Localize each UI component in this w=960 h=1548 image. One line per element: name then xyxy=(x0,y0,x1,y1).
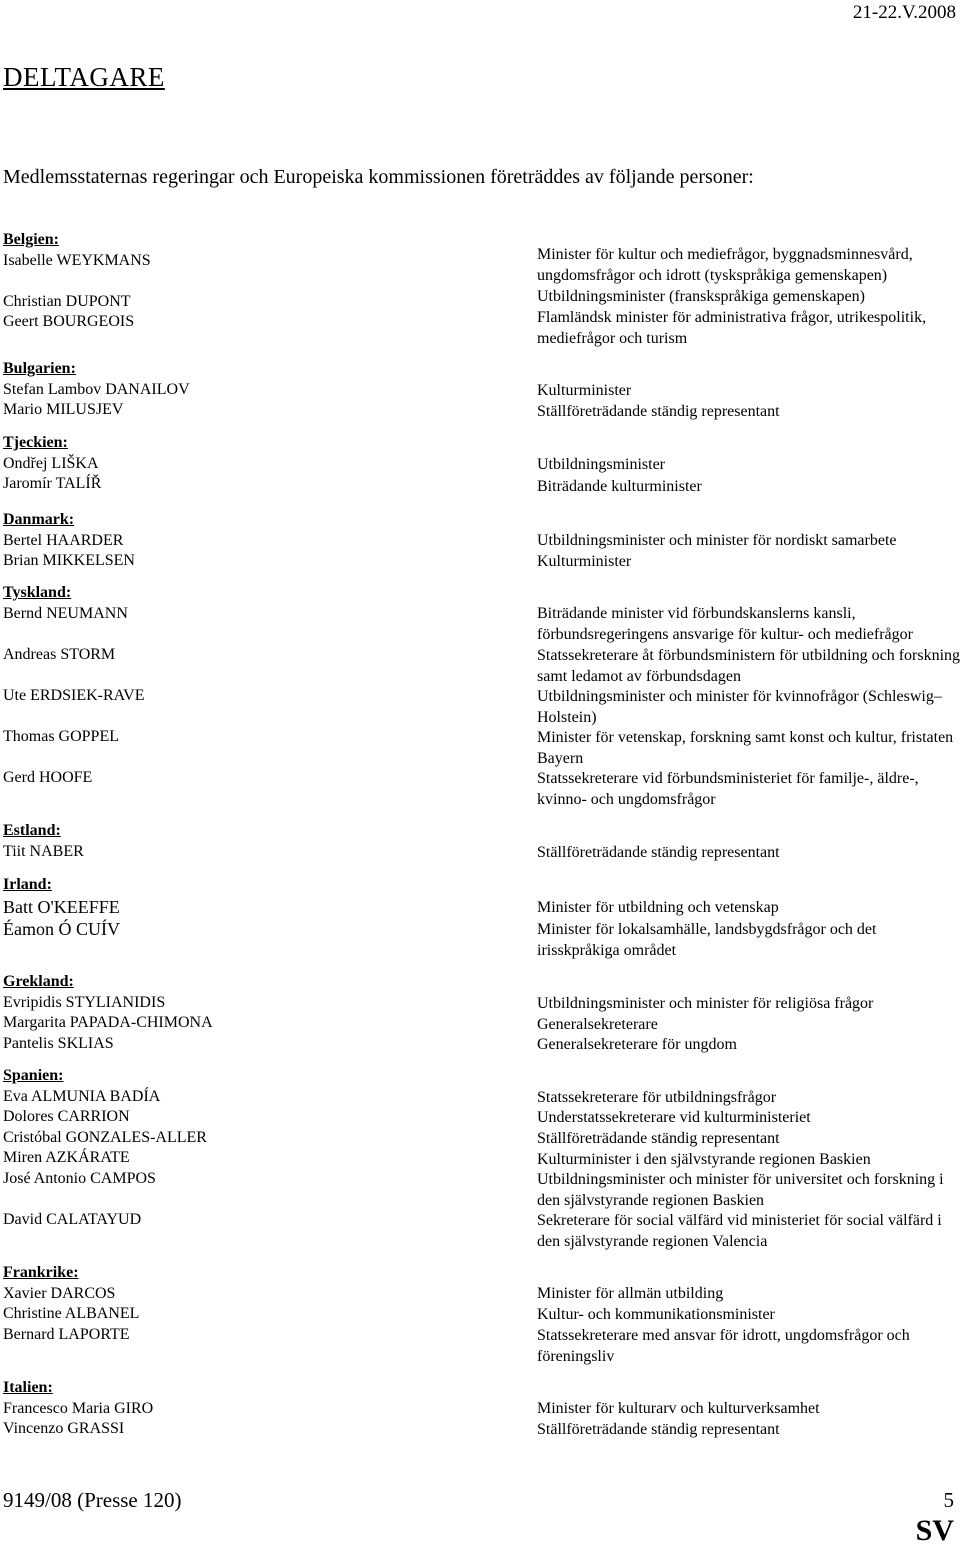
role-text: Statssekreterare vid förbundsministeriet för familje-, äldre-, kvinno- och ungdomsfrågor xyxy=(537,770,919,808)
delegate-name: Ondřej LIŠKA xyxy=(3,454,99,472)
role-text: Minister för vetenskap, forskning samt konst och kultur, fristaten Bayern xyxy=(537,729,954,767)
delegate-name: Christian DUPONT xyxy=(3,292,131,310)
role-text: Ställföreträdande ständig representant xyxy=(537,1421,780,1438)
role-text: Utbildningsminister och minister för kvinnofrågor (Schleswig–Holstein) xyxy=(537,688,942,726)
role-text: Kulturminister xyxy=(537,553,632,570)
delegate-name: Geert BOURGEOIS xyxy=(3,313,135,331)
delegate-name: Cristóbal GONZALES-ALLER xyxy=(3,1128,207,1146)
delegate-name: Andreas STORM xyxy=(3,645,116,663)
role-text: Biträdande minister vid förbundskanslerns kansli, förbundsregeringens ansvarige för kultur- och mediefrågor xyxy=(537,605,913,643)
delegation-spanien xyxy=(3,1066,207,1231)
role-text: Generalsekreterare för ungdom xyxy=(537,1036,737,1053)
page-title: DELTAGARE xyxy=(3,62,165,92)
role-text: Sekreterare för social välfärd vid ministeriet för social välfärd i den självstyrande regionen Valencia xyxy=(537,1212,942,1250)
delegate-name: Vincenzo GRASSI xyxy=(3,1420,125,1438)
delegate-name: Francesco Maria GIRO xyxy=(3,1399,154,1417)
delegate-name: Isabelle WEYKMANS xyxy=(3,251,151,269)
country-heading: Irland: xyxy=(3,876,52,893)
intro-text: Medlemsstaternas regeringar och Europeiska kommissionen företräddes av följande personer: xyxy=(3,166,754,188)
role-text: Utbildningsminister och minister för religiösa frågor xyxy=(537,995,874,1012)
role-text: Ställföreträdande ständig representant xyxy=(537,844,780,861)
delegation-estland xyxy=(3,821,84,862)
role-text: Statssekreterare åt förbundsministern för utbildning och forskning samt ledamot av förbundsdagen xyxy=(537,647,960,685)
delegate-name: Bernd NEUMANN xyxy=(3,604,128,622)
country-heading: Grekland: xyxy=(3,973,74,990)
role-text: Minister för lokalsamhälle, landsbygdsfrågor och det irisskpråkiga området xyxy=(537,921,877,959)
role-text: Understatssekreterare vid kulturministeriet xyxy=(537,1109,811,1126)
country-heading: Bulgarien: xyxy=(3,360,76,377)
country-heading: Danmark: xyxy=(3,511,75,528)
role-text: Kulturminister xyxy=(537,382,632,399)
delegation-frankrike xyxy=(3,1263,139,1345)
delegate-name: Stefan Lambov DANAILOV xyxy=(3,380,190,398)
country-heading: Tjeckien: xyxy=(3,434,68,451)
delegation-bulgarien xyxy=(3,359,190,421)
delegate-name: Bertel HAARDER xyxy=(3,531,124,549)
delegate-name: Ute ERDSIEK-RAVE xyxy=(3,686,145,704)
country-heading: Estland: xyxy=(3,822,61,839)
page-number: 5 xyxy=(943,1488,954,1512)
role-text: Statssekreterare för utbildningsfrågor xyxy=(537,1089,777,1106)
delegate-name: Tiit NABER xyxy=(3,842,84,860)
role-text: Kultur- och kommunikationsminister xyxy=(537,1306,775,1323)
delegate-name: Dolores CARRION xyxy=(3,1108,130,1126)
delegate-name: Batt O'KEEFFE xyxy=(3,896,120,917)
role-text: Minister för allmän utbilding xyxy=(537,1285,724,1302)
delegate-name: Éamon Ó CUÍV xyxy=(3,919,120,940)
delegate-name: Eva ALMUNIA BADÍA xyxy=(3,1087,161,1105)
role-text: Kulturminister i den självstyrande regionen Baskien xyxy=(537,1151,871,1168)
country-heading: Belgien: xyxy=(3,231,59,248)
role-text: Utbildningsminister och minister för nordiskt samarbete xyxy=(537,532,897,549)
role-text: Statssekreterare med ansvar för idrott, ungdomsfrågor och föreningsliv xyxy=(537,1327,910,1365)
role-text: Utbildningsminister xyxy=(537,456,665,473)
role-text: Biträdande kulturminister xyxy=(537,478,702,495)
delegate-name: David CALATAYUD xyxy=(3,1211,142,1229)
delegate-name: Bernard LAPORTE xyxy=(3,1325,130,1343)
role-text: Minister för kultur och mediefrågor, byggnadsminnesvård, ungdomsfrågor och idrott (tyskspråkiga gemenskapen) xyxy=(537,246,913,284)
country-heading: Italien: xyxy=(3,1379,53,1396)
delegate-name: Pantelis SKLIAS xyxy=(3,1034,114,1052)
role-text: Ställföreträdande ständig representant xyxy=(537,403,780,420)
delegate-name: Miren AZKÁRATE xyxy=(3,1149,130,1167)
delegation-grekland xyxy=(3,972,213,1054)
delegation-danmark xyxy=(3,510,135,572)
delegation-irland xyxy=(3,875,120,941)
country-heading: Frankrike: xyxy=(3,1264,79,1281)
delegate-name: Thomas GOPPEL xyxy=(3,728,119,746)
delegation-tyskland xyxy=(3,583,144,789)
delegate-name: Christine ALBANEL xyxy=(3,1305,140,1323)
delegate-name: Gerd HOOFE xyxy=(3,769,93,787)
language-code: SV xyxy=(915,1514,954,1547)
role-text: Generalsekreterare xyxy=(537,1016,658,1033)
document-reference: 9149/08 (Presse 120) xyxy=(3,1488,182,1512)
delegate-name: José Antonio CAMPOS xyxy=(3,1169,156,1187)
delegate-name: Xavier DARCOS xyxy=(3,1284,116,1302)
role-text: Utbildningsminister och minister för universitet och forskning i den självstyrande regionen Baskien xyxy=(537,1171,944,1209)
delegation-italien xyxy=(3,1378,153,1440)
country-heading: Tyskland: xyxy=(3,584,72,601)
delegate-name: Brian MIKKELSEN xyxy=(3,552,135,570)
role-text: Minister för kulturarv och kulturverksamhet xyxy=(537,1400,820,1417)
delegation-tjeckien xyxy=(3,433,101,495)
delegate-name: Mario MILUSJEV xyxy=(3,401,124,419)
delegation-belgien xyxy=(3,230,151,333)
role-text: Flamländsk minister för administrativa frågor, utrikespolitik, mediefrågor och turism xyxy=(537,309,927,347)
document-date: 21-22.V.2008 xyxy=(852,2,956,23)
role-text: Minister för utbildning och vetenskap xyxy=(537,899,779,916)
delegate-name: Evripidis STYLIANIDIS xyxy=(3,993,166,1011)
delegate-name: Jaromír TALÍŘ xyxy=(3,475,102,493)
role-text: Utbildningsminister (franskspråkiga gemenskapen) xyxy=(537,288,865,305)
country-heading: Spanien: xyxy=(3,1067,64,1084)
role-text: Ställföreträdande ständig representant xyxy=(537,1130,780,1147)
delegate-name: Margarita PAPADA-CHIMONA xyxy=(3,1014,213,1032)
